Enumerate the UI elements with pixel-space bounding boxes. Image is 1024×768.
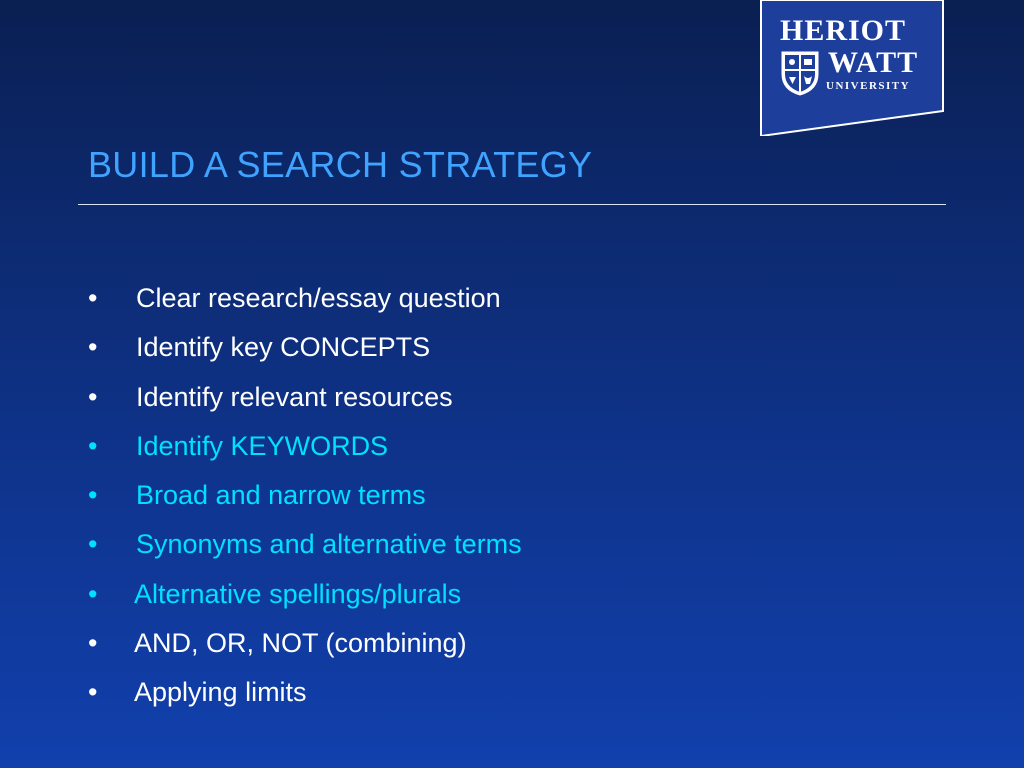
bullet-marker: • xyxy=(88,578,98,609)
bullet-marker: • xyxy=(88,381,98,412)
bullet-text: AND, OR, NOT (combining) xyxy=(134,628,467,659)
bullet-text: Synonyms and alternative terms xyxy=(136,529,522,560)
bullet-marker: • xyxy=(88,677,98,708)
bullet-text: Alternative spellings/plurals xyxy=(134,578,462,609)
bullet-text: Applying limits xyxy=(134,677,307,708)
crest-icon xyxy=(780,50,820,96)
bullet-text: Identify KEYWORDS xyxy=(136,430,389,461)
logo-line-university: UNIVERSITY xyxy=(826,80,911,92)
logo-line-heriot: HERIOT xyxy=(780,14,907,47)
bullet-text: Identify key CONCEPTS xyxy=(136,332,431,363)
bullet-text: Clear research/essay question xyxy=(136,283,501,313)
logo-line-watt: WATT xyxy=(828,46,919,79)
bullet-marker: • xyxy=(88,529,98,560)
heriot-watt-logo xyxy=(760,0,944,136)
bullet-marker: • xyxy=(88,628,98,659)
slide-title: BUILD A SEARCH STRATEGY xyxy=(88,144,593,185)
bullet-marker: • xyxy=(88,430,98,461)
title-divider xyxy=(78,204,946,205)
bullet-marker: • xyxy=(88,283,98,313)
bullet-text: Identify relevant resources xyxy=(136,381,453,412)
bullet-marker: • xyxy=(88,332,98,363)
bullet-text: Broad and narrow terms xyxy=(136,480,426,511)
bullet-marker: • xyxy=(88,480,98,511)
